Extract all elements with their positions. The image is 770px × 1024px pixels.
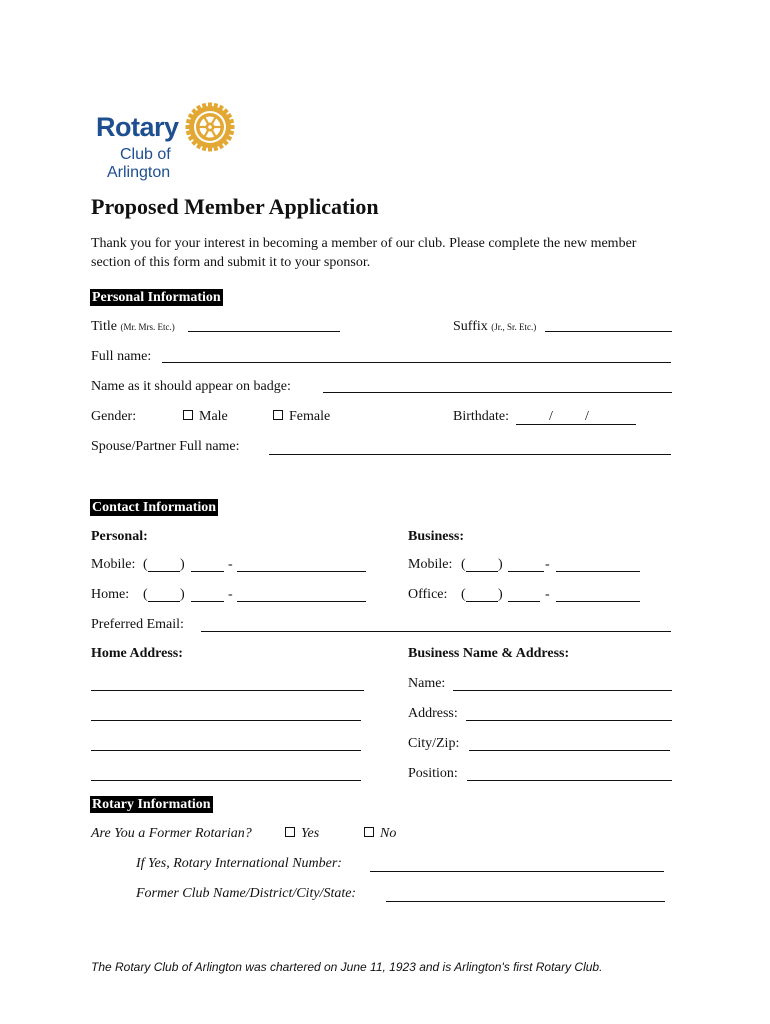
rotary-wheel-icon [184,101,236,153]
business-subheading: Business: [408,529,465,544]
gender-female-option[interactable]: Female [273,408,330,426]
business-cityzip-label: City/Zip: [408,736,460,751]
business-address-label: Address: [408,706,458,721]
home-address-line-4[interactable] [91,780,361,781]
home-phone-prefix-field[interactable] [191,601,224,602]
full-name-label: Full name: [91,349,152,364]
office-phone-paren-open: ( [461,587,466,602]
badge-name-label: Name as it should appear on badge: [91,379,291,394]
home-phone-number-field[interactable] [237,601,366,602]
business-mobile-number-field[interactable] [556,571,640,572]
home-phone-area-field[interactable] [148,601,180,602]
former-rotarian-no-option[interactable]: No [364,825,396,843]
business-name-label: Name: [408,676,446,691]
former-rotarian-question: Are You a Former Rotarian? [91,826,252,841]
business-mobile-paren-close: ) [498,557,503,572]
birthdate-label: Birthdate: [453,409,509,424]
business-name-field[interactable] [453,690,672,691]
business-cityzip-field[interactable] [469,750,670,751]
gender-male-option[interactable]: Male [183,408,228,426]
section-rotary-information: Rotary Information [92,797,211,812]
logo-arlington: Arlington [107,164,171,181]
business-position-label: Position: [408,766,458,781]
home-address-subheading: Home Address: [91,646,183,661]
date-sep-1: / [549,409,553,424]
personal-mobile-prefix-field[interactable] [191,571,224,572]
former-rotarian-yes-option[interactable]: Yes [285,825,319,843]
ri-number-label: If Yes, Rotary International Number: [136,856,342,871]
badge-name-field[interactable] [323,392,672,393]
yes-checkbox[interactable] [285,827,295,837]
business-address-subheading: Business Name & Address: [408,646,570,661]
spouse-label: Spouse/Partner Full name: [91,439,240,454]
logo-brand: Rotary [96,112,179,142]
office-phone-label: Office: [408,587,448,602]
former-club-label: Former Club Name/District/City/State: [136,886,357,901]
home-phone-dash: - [228,587,233,602]
home-phone-paren-close: ) [180,587,185,602]
office-phone-dash: - [545,587,550,602]
title-hint: (Mr. Mrs. Etc.) [120,322,175,332]
office-phone-number-field[interactable] [556,601,640,602]
former-club-field[interactable] [386,901,665,902]
business-address-field[interactable] [466,720,672,721]
section-contact-information: Contact Information [92,500,217,515]
gender-label: Gender: [91,409,137,424]
business-mobile-paren-open: ( [461,557,466,572]
page-title: Proposed Member Application [91,194,379,219]
footer-note: The Rotary Club of Arlington was chartered on June 11, 1923 and is Arlington's first Rotary Club. [91,960,603,974]
suffix-hint: (Jr., Sr. Etc.) [491,322,537,332]
business-mobile-dash: - [545,557,550,572]
home-phone-paren-open: ( [143,587,148,602]
home-phone-label: Home: [91,587,130,602]
ri-number-field[interactable] [370,871,664,872]
business-mobile-label: Mobile: [408,557,453,572]
suffix-field[interactable] [545,331,672,332]
female-checkbox[interactable] [273,410,283,420]
male-checkbox[interactable] [183,410,193,420]
intro-text: Thank you for your interest in becoming a member of our club. Please complete the new member section of this form and submit it to your sponsor. [91,236,637,270]
email-label: Preferred Email: [91,617,184,632]
office-phone-paren-close: ) [498,587,503,602]
personal-mobile-dash: - [228,557,233,572]
home-address-line-2[interactable] [91,720,361,721]
section-personal-information: Personal Information [92,290,221,305]
home-address-line-3[interactable] [91,750,361,751]
business-mobile-prefix-field[interactable] [508,571,544,572]
office-phone-area-field[interactable] [466,601,498,602]
personal-subheading: Personal: [91,529,148,544]
business-position-field[interactable] [467,780,672,781]
email-field[interactable] [201,631,671,632]
business-mobile-area-field[interactable] [466,571,498,572]
full-name-field[interactable] [162,362,671,363]
personal-mobile-paren-open: ( [143,557,148,572]
title-label: Title (Mr. Mrs. Etc.) [91,319,175,334]
personal-mobile-paren-close: ) [180,557,185,572]
office-phone-prefix-field[interactable] [508,601,540,602]
suffix-label: Suffix (Jr., Sr. Etc.) [453,319,537,334]
date-sep-2: / [585,409,589,424]
no-checkbox[interactable] [364,827,374,837]
personal-mobile-area-field[interactable] [148,571,180,572]
home-address-line-1[interactable] [91,690,364,691]
title-field[interactable] [188,331,340,332]
personal-mobile-number-field[interactable] [237,571,366,572]
birthdate-field[interactable] [516,424,636,425]
personal-mobile-label: Mobile: [91,557,136,572]
logo-club-of: Club of [120,146,171,163]
spouse-name-field[interactable] [269,454,671,455]
